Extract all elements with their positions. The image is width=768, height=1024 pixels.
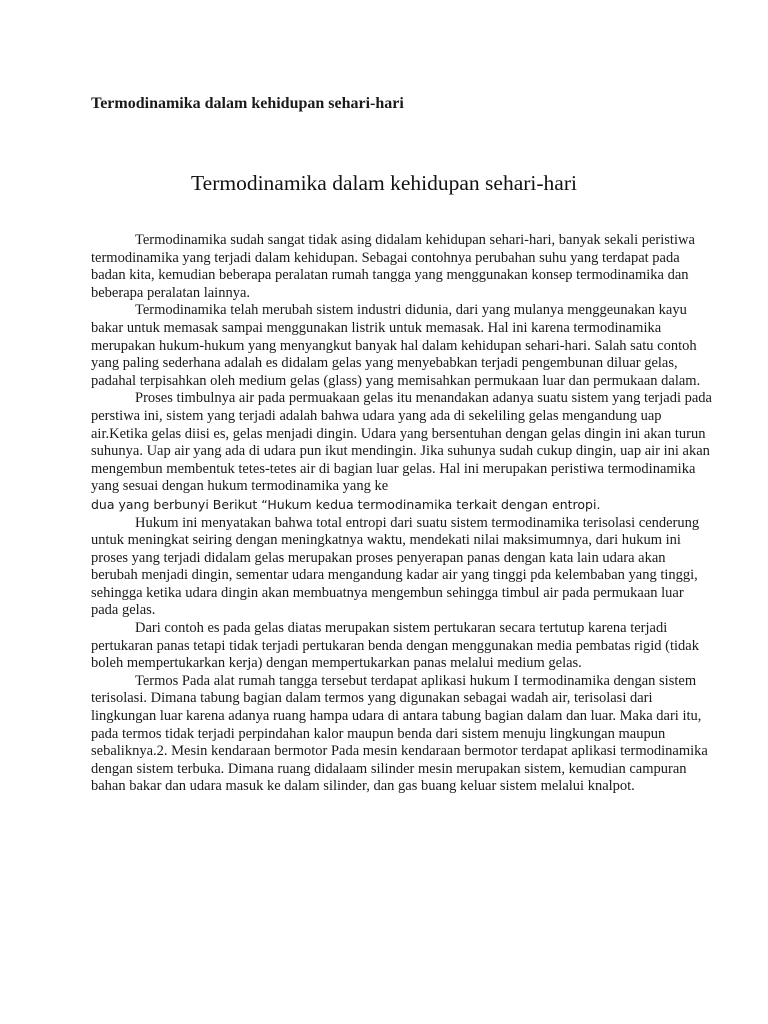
- paragraph-5: Dari contoh es pada gelas diatas merupakan sistem pertukaran secara tertutup karena terjadi pertukaran panas tetapi tidak terjadi pertukaran benda dengan menggunakan media pembatas rigid (tidak boleh mempertukarkan kerja) dengan mempertukarkan panas melalui medium gelas.: [91, 620, 699, 672]
- document-main-title: Termodinamika dalam kehidupan sehari-hari: [191, 171, 577, 195]
- document-header-title: Termodinamika dalam kehidupan sehari-hari: [91, 95, 404, 112]
- paragraph-6: Termos Pada alat rumah tangga tersebut terdapat aplikasi hukum I termodinamika dengan sistem terisolasi. Dimana tabung bagian dalam termos yang digunakan sebagai wadah air, terisolasi dari lingkungan luar karena adanya ruang hampa udara di antara tabung bagian dalam dan luar. Maka dari itu, pada termos tidak terjadi perpindahan kalor maupun benda dari sistem menuju lingkungan maupun sebaliknya.2. Mesin kendaraan bermotor Pada mesin kendaraan bermotor terdapat aplikasi termodinamika dengan sistem terbuka. Dimana ruang didalaam silinder mesin merupakan sistem, kemudian campuran bahan bakar dan udara masuk ke dalam silinder, dan gas buang keluar sistem melalui knalpot.: [91, 672, 708, 795]
- paragraph-3: [91, 390, 713, 514]
- paragraph-4: Hukum ini menyatakan bahwa total entropi dari suatu sistem termodinamika terisolasi cenderung untuk meningkat seiring dengan meningkatnya waktu, mendekati nilai maksimumnya, dari hukum ini proses yang terjadi didalam gelas merupakan proses penyerapan panas dengan kata lain udara akan berubah menjadi dingin, sementar udara mengandung kadar air yang tinggi pda kelembaban yang tinggi, sehingga ketika udara dingin akan membuatnya mengembun sehingga timbul air pada permukaan luar pada gelas.: [91, 514, 700, 619]
- document-body: [91, 232, 713, 796]
- paragraph-1: Termodinamika sudah sangat tidak asing didalam kehidupan sehari-hari, banyak sekali peristiwa termodinamika yang terjadi dalam kehidupan. Sebagai contohnya perubahan suhu yang terdapat pada badan kita, kemudian beberapa peralatan rumah tangga yang menggunakan konsep termodinamika dan beberapa peralatan lainnya.: [91, 232, 695, 301]
- paragraph-3-text: Proses timbulnya air pada permuakaan gelas itu menandakan adanya suatu sistem yang terjadi pada perstiwa ini, sistem yang terjadi adalah bahwa udara yang ada di sekeliling gelas mengandung uap air.Ketika gelas diisi es, gelas menjadi dingin. Udara yang bersentuhan dengan gelas dingin ini akan turun suhunya. Uap air yang ada di udara pun ikut mendingin. Jika suhunya sudah cukup dingin, uap air ini akan mengembun membentuk tetes-tetes air di bagian luar gelas. Hal ini merupakan peristiwa termodinamika yang sesuai dengan hukum termodinamika yang ke: [91, 390, 712, 495]
- paragraph-3-tail: dua yang berbunyi Berikut “Hukum kedua termodinamika terkait dengan entropi.: [91, 496, 601, 512]
- paragraph-2: Termodinamika telah merubah sistem industri didunia, dari yang mulanya menggeunakan kayu bakar untuk memasak sampai menggunakan listrik untuk memasak. Hal ini karena termodinamika merupakan hukum-hukum yang menyangkut banyak hal dalam kehidupan sehari-hari. Salah satu contoh yang paling sederhana adalah es didalam gelas yang menyebabkan terjadi pengembunan diluar gelas, padahal terpisahkan oleh medium gelas (glass) yang memisahkan permukaan luar dan permukaan dalam.: [91, 302, 701, 389]
